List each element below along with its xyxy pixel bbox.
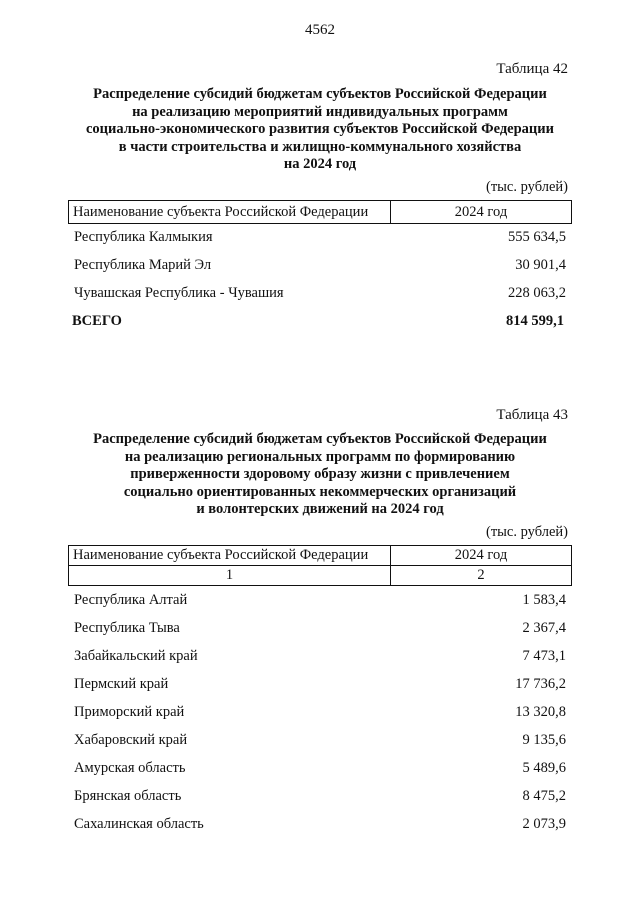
column-header-year: 2024 год [454,547,508,563]
title-line: и волонтерских движений на 2024 год [196,501,444,517]
table-row [74,648,566,665]
table-row [74,620,566,637]
region-value: 5 489,6 [522,760,566,776]
column-header-year: 2024 год [454,203,508,220]
region-value: 7 473,1 [522,648,566,664]
title-line: Распределение субсидий бюджетам субъектов Российской Федерации [93,431,547,447]
region-value: 2 073,9 [522,816,566,832]
region-value: 8 475,2 [522,788,566,804]
title-line: социально ориентированных некоммерческих организаций [123,483,517,500]
region-name: Республика Марий Эл [74,257,212,273]
table-42-label: Таблица 42 [496,61,568,77]
table-row [74,257,566,274]
table-43-header [68,545,572,586]
region-value: 555 634,5 [508,229,566,245]
region-name: Чувашская Республика - Чувашия [74,285,284,301]
title-line: на реализацию региональных программ по формированию [124,448,516,465]
column-header-name: Наименование субъекта Российской Федерации [69,201,391,223]
title-line: приверженности здоровому образу жизни с привлечением [130,466,510,482]
region-value: 228 063,2 [508,285,566,301]
table-row [74,676,566,693]
region-value: 1 583,4 [522,592,566,608]
total-value: 814 599,1 [506,313,564,329]
region-name: Приморский край [74,704,185,720]
table-row [74,760,566,777]
table-row [74,816,566,833]
region-value: 30 901,4 [515,257,566,273]
title-line: Распределение субсидий бюджетам субъектов Российской Федерации [93,86,547,102]
title-line: в части строительства и жилищно-коммунального хозяйства [118,138,522,155]
column-header-name: Наименование субъекта Российской Федерации [69,546,391,565]
region-value: 2 367,4 [522,620,566,636]
title-line: социально-экономического развития субъектов Российской Федерации [86,121,554,137]
region-name: Пермский край [74,676,169,692]
page-number: 4562 [305,22,335,38]
column-number-2: 2 [477,567,485,583]
region-name: Хабаровский край [74,732,188,748]
table-row [74,285,566,302]
table-43-unit: (тыс. рублей) [486,524,568,540]
table-42-unit: (тыс. рублей) [486,179,568,195]
region-name: Республика Тыва [74,620,180,636]
total-row [72,313,564,330]
table-row [74,704,566,721]
region-name: Амурская область [74,760,186,776]
title-line: на 2024 год [283,156,357,172]
table-row [74,229,566,246]
region-name: Брянская область [74,788,182,804]
column-number-1: 1 [69,566,391,585]
region-name: Забайкальский край [74,648,198,664]
title-line: на реализацию мероприятий индивидуальных программ [132,103,508,120]
region-value: 13 320,8 [515,704,566,720]
table-43-title [60,431,580,519]
table-row [74,732,566,749]
region-name: Сахалинская область [74,816,204,832]
region-value: 17 736,2 [515,676,566,692]
total-label: ВСЕГО [72,313,122,329]
table-row [74,592,566,609]
table-row [74,788,566,805]
region-value: 9 135,6 [522,732,566,748]
table-42-title [60,86,580,174]
region-name: Республика Калмыкия [74,229,213,245]
region-name: Республика Алтай [74,592,188,608]
table-42-header [68,200,572,224]
table-43-label: Таблица 43 [496,407,568,423]
